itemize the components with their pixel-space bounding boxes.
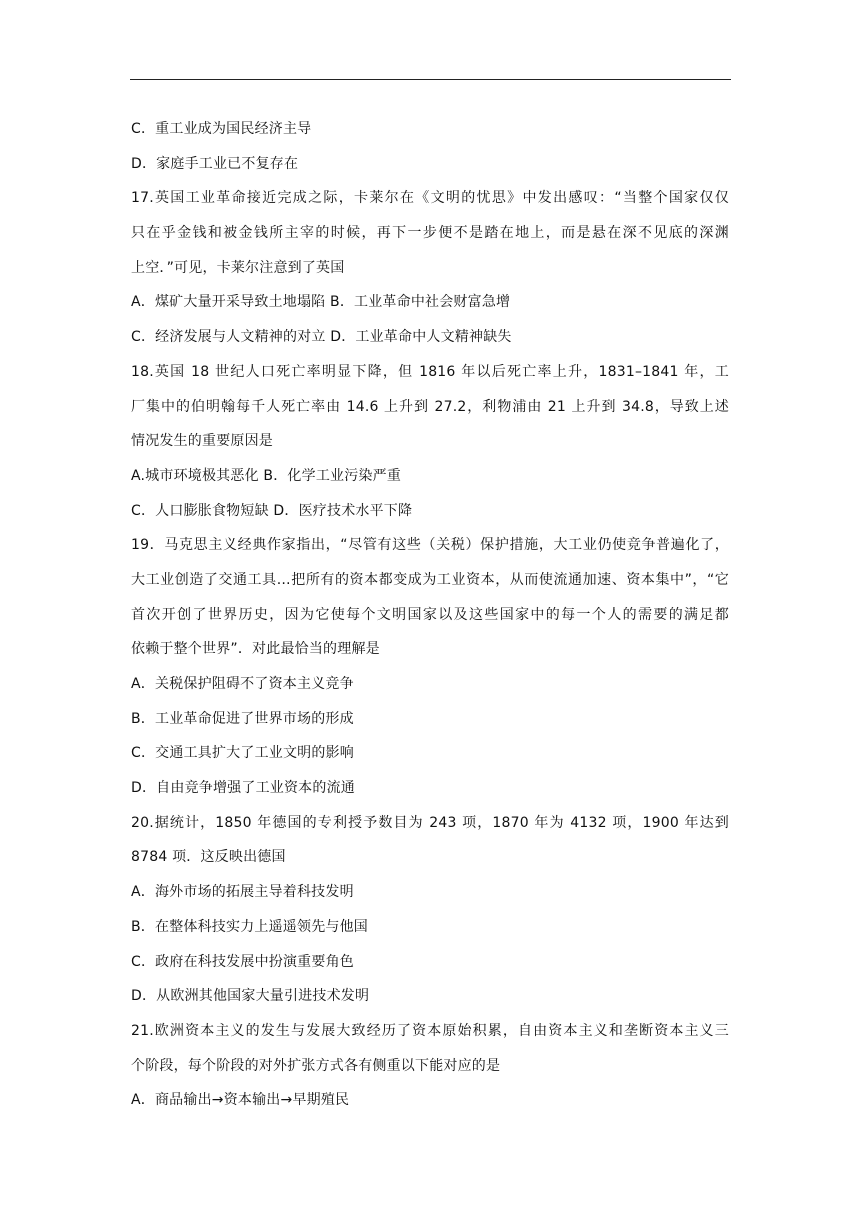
q20-option-c: C．政府在科技发展中扮演重要角色 <box>131 953 354 970</box>
q17-options-cd: C．经济发展与人文精神的对立 D．工业革命中人文精神缺失 <box>131 329 512 346</box>
q20-option-d: D．从欧洲其他国家大量引进技术发明 <box>131 988 370 1005</box>
q19-stem-line1: 19．马克思主义经典作家指出，“尽管有这些（关税）保护措施，大工业仍使竞争普遍化了， <box>131 537 729 554</box>
q16-option-c: C．重工业成为国民经济主导 <box>131 121 312 137</box>
q18-stem-line1: 18.英国 18 世纪人口死亡率明显下降，但 1816 年以后死亡率上升，1831–1841 年，工 <box>131 363 729 380</box>
document-body <box>131 112 729 1118</box>
q18-options-cd: C．人口膨胀食物短缺 D．医疗技术水平下降 <box>131 502 413 519</box>
q21-stem-line1: 21.欧洲资本主义的发生与发展大致经历了资本原始积累，自由资本主义和垄断资本主义三 <box>131 1022 729 1039</box>
q19-stem-line2: 大工业创造了交通工具…把所有的资本都变成为工业资本，从而使流通加速、资本集中”，“它 <box>131 571 729 588</box>
q16-option-d: D．家庭手工业已不复存在 <box>131 155 299 172</box>
q19-option-a: A．关税保护阻碍不了资本主义竞争 <box>131 676 354 692</box>
q17-options-ab: A．煤矿大量开采导致土地塌陷 B．工业革命中社会财富急增 <box>131 294 511 311</box>
q17-stem-line3: 上空．”可见，卡莱尔注意到了英国 <box>131 259 345 276</box>
q18-stem-line3: 情况发生的重要原因是 <box>131 433 273 450</box>
q21-option-a: A．商品输出→资本输出→早期殖民 <box>131 1092 350 1109</box>
q18-options-ab: A.城市环境极其恶化 B．化学工业污染严重 <box>131 467 402 484</box>
q17-stem-line1: 17.英国工业革命接近完成之际，卡莱尔在《文明的忧思》中发出感叹：“当整个国家仅仅 <box>131 190 729 207</box>
q19-option-c: C．交通工具扩大了工业文明的影响 <box>131 745 354 762</box>
header-rule <box>130 79 731 80</box>
q20-option-b: B．在整体科技实力上遥遥领先与他国 <box>131 918 369 935</box>
q19-option-b: B．工业革命促进了世界市场的形成 <box>131 710 354 727</box>
q19-stem-line3: 首次开创了世界历史，因为它使每个文明国家以及这些国家中的每一个人的需要的满足都 <box>131 606 729 623</box>
q20-stem-line1: 20.据统计，1850 年德国的专利授予数目为 243 项，1870 年为 4132 项，1900 年达到 <box>131 814 729 831</box>
q20-option-a: A．海外市场的拓展主导着科技发明 <box>131 884 354 901</box>
q20-stem-line2: 8784 项．这反映出德国 <box>131 849 286 866</box>
q21-stem-line2: 个阶段，每个阶段的对外扩张方式各有侧重以下能对应的是 <box>131 1057 501 1074</box>
q19-stem-line4: 依赖于整个世界”．对此最恰当的理解是 <box>131 641 380 658</box>
q17-stem-line2: 只在乎金钱和被金钱所主宰的时候，再下一步便不是踏在地上，而是悬在深不见底的深渊 <box>131 225 729 242</box>
q18-stem-line2: 厂集中的伯明翰每千人死亡率由 14.6 上升到 27.2，利物浦由 21 上升到 34.8，导致上述 <box>131 398 729 415</box>
q19-option-d: D．自由竞争增强了工业资本的流通 <box>131 780 355 797</box>
